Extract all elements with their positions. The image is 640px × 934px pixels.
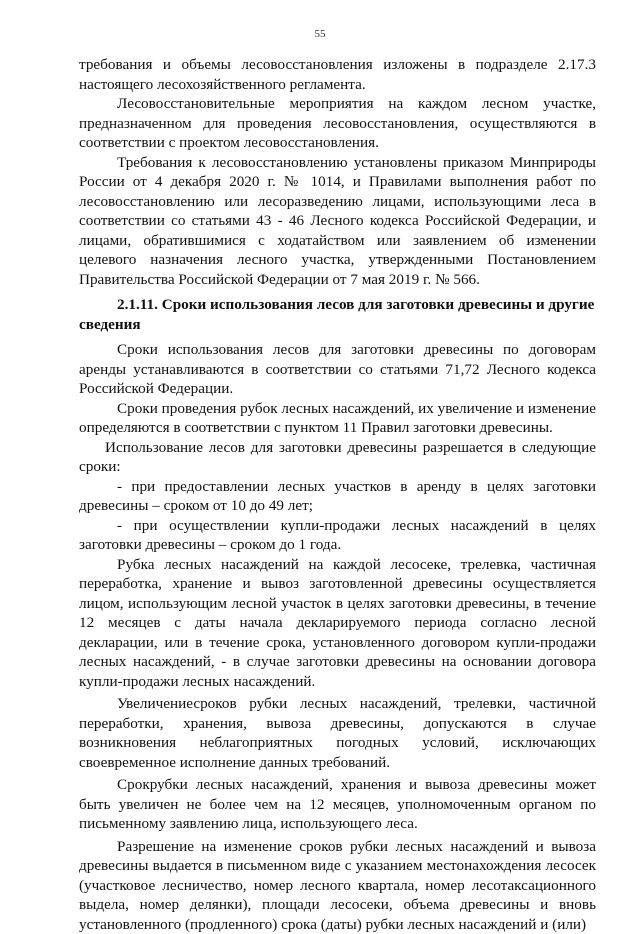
paragraph: Увеличениесроков рубки лесных насаждений, трелевки, частичной переработки, хранения, вывоза древесины, допускаются в случае возникновения неблагоприятных погодных условий, исключающих своевременное исполнение данных требований. (79, 694, 596, 772)
list-item: - при осуществлении купли-продажи лесных насаждений в целях заготовки древесины – сроком до 1 года. (79, 516, 596, 555)
paragraph: Требования к лесовосстановлению установлены приказом Минприроды России от 4 декабря 2020 г. № 1014, и Правилами выполнения работ по лесовосстановлению или лесоразведению лицами, использующими леса в соответствии со статьями 43 - 46 Лесного кодекса Российской Федерации, и лицами, обратившимися с ходатайством или заявлением об изменении целевого назначения лесного участка, утвержденными Постановлением Правительства Российской Федерации от 7 мая 2019 г. № 566. (79, 153, 596, 290)
paragraph: Срокрубки лесных насаждений, хранения и вывоза древесины может быть увеличен не более чем на 12 месяцев, уполномоченным органом по письменному заявлению лица, использующего леса. (79, 775, 596, 834)
paragraph: требования и объемы лесовосстановления изложены в подразделе 2.17.3 настоящего лесохозяйственного регламента. (79, 55, 596, 94)
paragraph: Рубка лесных насаждений на каждой лесосеке, трелевка, частичная переработка, хранение и вывоз заготовленной древесины осуществляется лицом, использующим лесной участок в целях заготовки древесины, в течение 12 месяцев с даты начала декларируемого периода согласно лесной декларации, или в течение срока, установленного договором купли-продажи лесных насаждений, - в случае заготовки древесины на основании договора купли-продажи лесных насаждений. (79, 555, 596, 692)
paragraph: Сроки использования лесов для заготовки древесины по договорам аренды устанавливаются в соответствии со статьями 71,72 Лесного кодекса Российской Федерации. (79, 340, 596, 399)
paragraph: Разрешение на изменение сроков рубки лесных насаждений и вывоза древесины выдается в письменном виде с указанием местонахождения лесосек (участковое лесничество, номер лесного квартала, номер лесотаксационного выдела, номер делянки), площади лесосеки, объема древесины и вновь установленного (продленного) срока (даты) рубки лесных насаждений и (или) (79, 837, 596, 934)
page-number: 55 (0, 28, 640, 40)
paragraph: Лесовосстановительные мероприятия на каждом лесном участке, предназначенном для проведения лесовосстановления, осуществляются в соответствии с проектом лесовосстановления. (79, 94, 596, 153)
list-item: - при предоставлении лесных участков в аренду в целях заготовки древесины – сроком от 10 до 49 лет; (79, 477, 596, 516)
document-body (79, 55, 596, 934)
section-heading: 2.1.11. Сроки использования лесов для заготовки древесины и другие сведения (79, 295, 596, 334)
paragraph: Сроки проведения рубок лесных насаждений, их увеличение и изменение определяются в соответствии с пунктом 11 Правил заготовки древесины. (79, 399, 596, 438)
paragraph: Использование лесов для заготовки древесины разрешается в следующие сроки: (79, 438, 596, 477)
